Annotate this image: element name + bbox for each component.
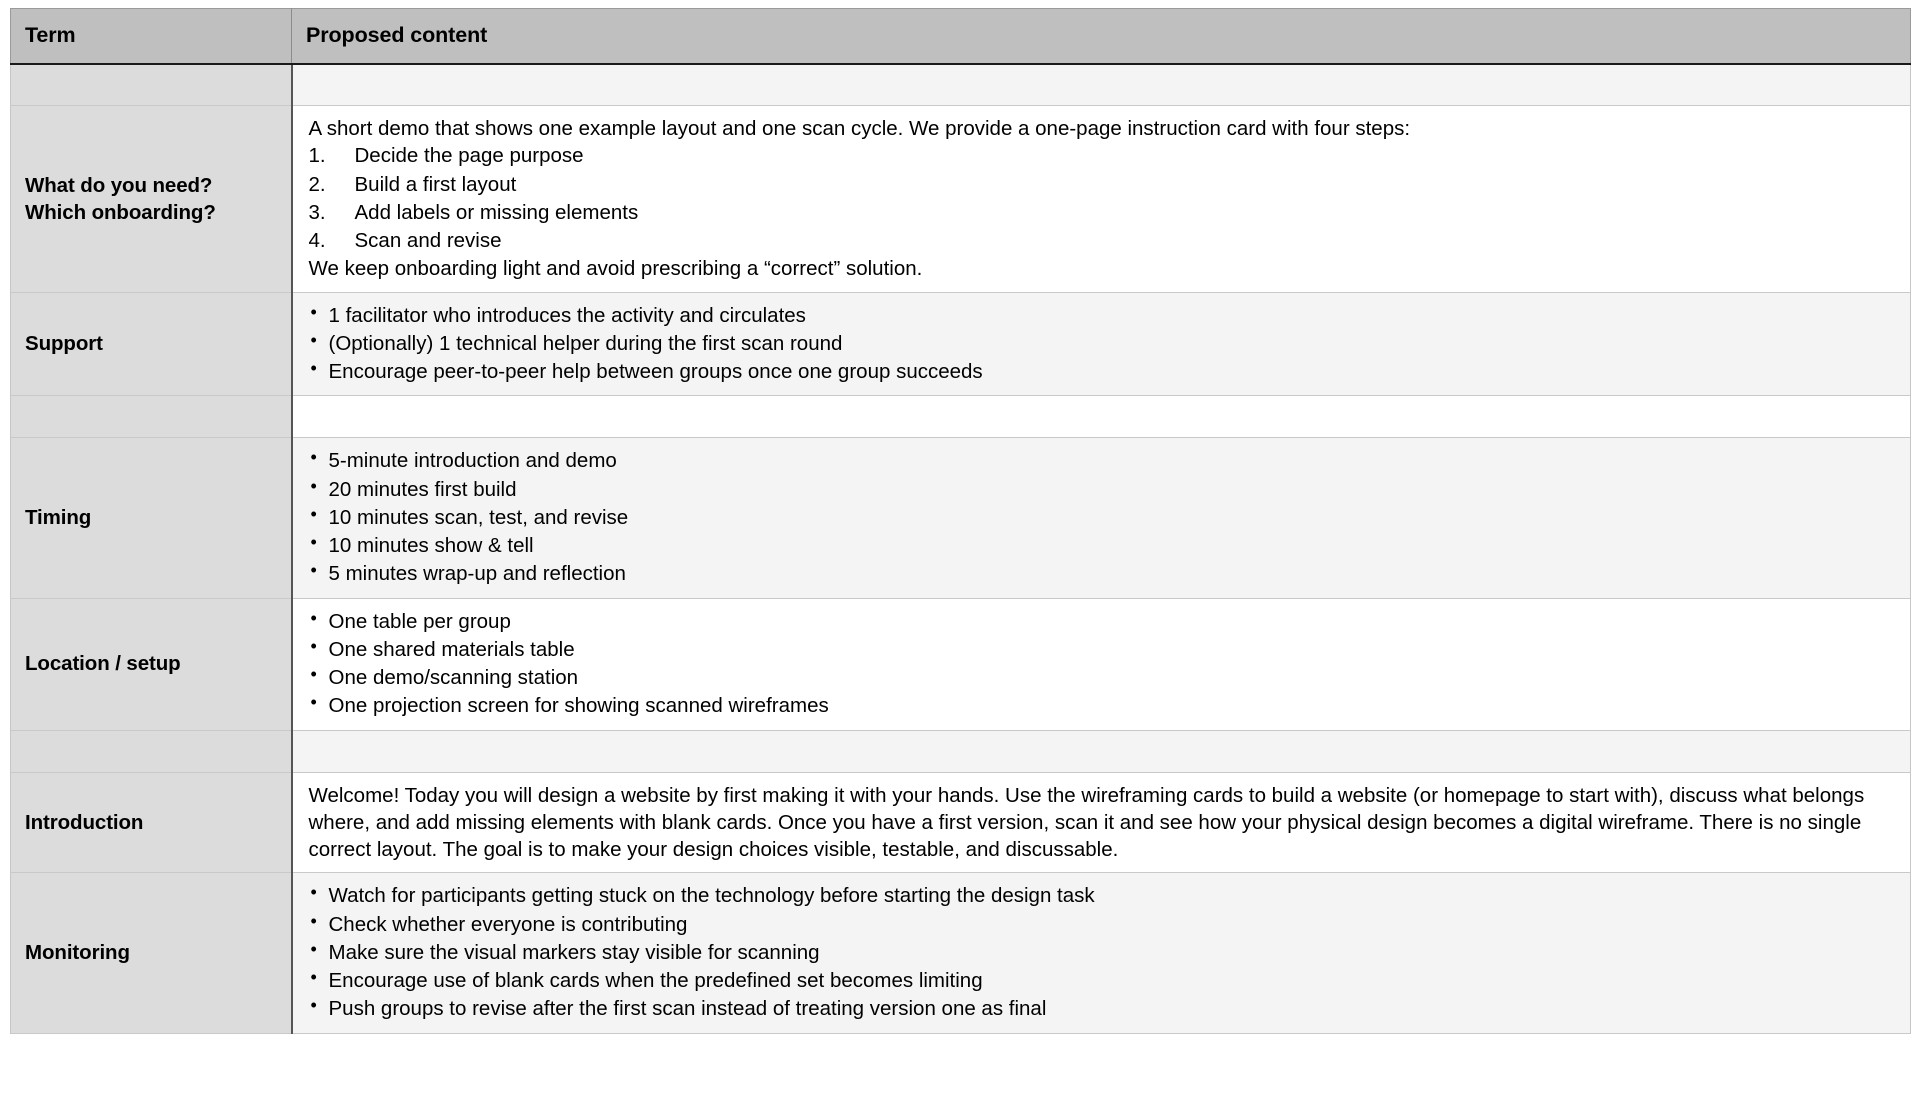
- bullet-item: • 10 minutes scan, test, and revise: [309, 504, 1897, 531]
- step-item: Decide the page purpose: [354, 144, 584, 168]
- bullet-item: • Make sure the visual markers stay visible for scanning: [309, 939, 1897, 966]
- table-spacer-row: [11, 730, 1911, 772]
- row-content-cell: [292, 772, 1911, 873]
- column-header-proposed-content: Proposed content: [292, 9, 1911, 64]
- bullet-item: • Watch for participants getting stuck on the technology before starting the design task: [309, 882, 1897, 909]
- table-row: [11, 438, 1911, 598]
- bullet-item: • Encourage peer-to-peer help between groups once one group succeeds: [309, 358, 1897, 385]
- workshop-plan-table: [10, 8, 1911, 1034]
- bullet-item: • One table per group: [309, 608, 1897, 635]
- step-item: Add labels or missing elements: [354, 200, 639, 224]
- row-term-label: Location / setup: [25, 652, 181, 676]
- bullet-item: • 20 minutes first build: [309, 476, 1897, 503]
- row-term-label: Which onboarding?: [25, 200, 216, 224]
- row-term-cell: [11, 598, 292, 730]
- bullet-item: • 1 facilitator who introduces the activity and circulates: [309, 302, 1897, 329]
- column-header-term: Term: [11, 9, 292, 64]
- table-row: [11, 772, 1911, 873]
- row-content-cell: [292, 730, 1911, 772]
- table-spacer-row: [11, 396, 1911, 438]
- row-content-cell: [292, 64, 1911, 106]
- table-body: [11, 64, 1911, 1034]
- row-content-cell: [292, 106, 1911, 293]
- step-item: Scan and revise: [354, 229, 502, 253]
- row-term-label: Introduction: [25, 810, 144, 834]
- bullet-item: • Encourage use of blank cards when the predefined set becomes limiting: [309, 967, 1897, 994]
- row-content-cell: [292, 438, 1911, 598]
- row-term-cell: [11, 730, 292, 772]
- row-term-label: Support: [25, 332, 103, 356]
- bullet-item: • 10 minutes show & tell: [309, 532, 1897, 559]
- row-content-cell: [292, 598, 1911, 730]
- table-header: [11, 9, 1911, 64]
- row-term-cell: [11, 292, 292, 396]
- table-row: [11, 106, 1911, 293]
- bullet-list: [309, 882, 1897, 1022]
- table-spacer-row: [11, 64, 1911, 106]
- bullet-list: [309, 302, 1897, 386]
- row-term-cell: [11, 772, 292, 873]
- bullet-list: [309, 608, 1897, 720]
- row-term-cell: [11, 64, 292, 106]
- content-outro-text: We keep onboarding light and avoid prescribing a “correct” solution.: [308, 257, 923, 281]
- table-row: [11, 598, 1911, 730]
- bullet-item: • Push groups to revise after the first scan instead of treating version one as final: [309, 995, 1897, 1022]
- row-content-cell: [292, 873, 1911, 1033]
- table-row: [11, 292, 1911, 396]
- bullet-item: • (Optionally) 1 technical helper during the first scan round: [309, 330, 1897, 357]
- row-content-cell: [292, 396, 1911, 438]
- bullet-item: • Check whether everyone is contributing: [309, 911, 1897, 938]
- bullet-item: • 5 minutes wrap-up and reflection: [309, 560, 1897, 587]
- content-paragraph: Welcome! Today you will design a website by first making it with your hands. Use the wireframing cards to build a website (or homepage to start with), discuss what belongs where, and add missing elements with blank cards. Once you have a first version, scan it and see how your physical design becomes a digital wireframe. There is no single correct layout. The goal is to make your design choices visible, testable, and discussable.: [308, 783, 1865, 862]
- content-intro-text: A short demo that shows one example layout and one scan cycle. We provide a one-page instruction card with four steps:: [308, 117, 1411, 141]
- bullet-item: • One demo/scanning station: [309, 664, 1897, 691]
- row-term-cell: [11, 396, 292, 438]
- table-row: [11, 873, 1911, 1033]
- row-term-cell: [11, 106, 292, 293]
- step-item: Build a first layout: [354, 172, 517, 196]
- bullet-item: • One shared materials table: [309, 636, 1897, 663]
- row-term-label: What do you need?: [25, 173, 213, 197]
- row-content-cell: [292, 292, 1911, 396]
- bullet-list: [309, 447, 1897, 587]
- numbered-step-list: [309, 142, 1897, 254]
- row-term-cell: [11, 873, 292, 1033]
- bullet-item: • One projection screen for showing scanned wireframes: [309, 692, 1897, 719]
- row-term-cell: [11, 438, 292, 598]
- header-row: [11, 9, 1911, 64]
- row-term-label: Timing: [25, 506, 92, 530]
- bullet-item: • 5-minute introduction and demo: [309, 447, 1897, 474]
- row-term-label: Monitoring: [25, 941, 130, 965]
